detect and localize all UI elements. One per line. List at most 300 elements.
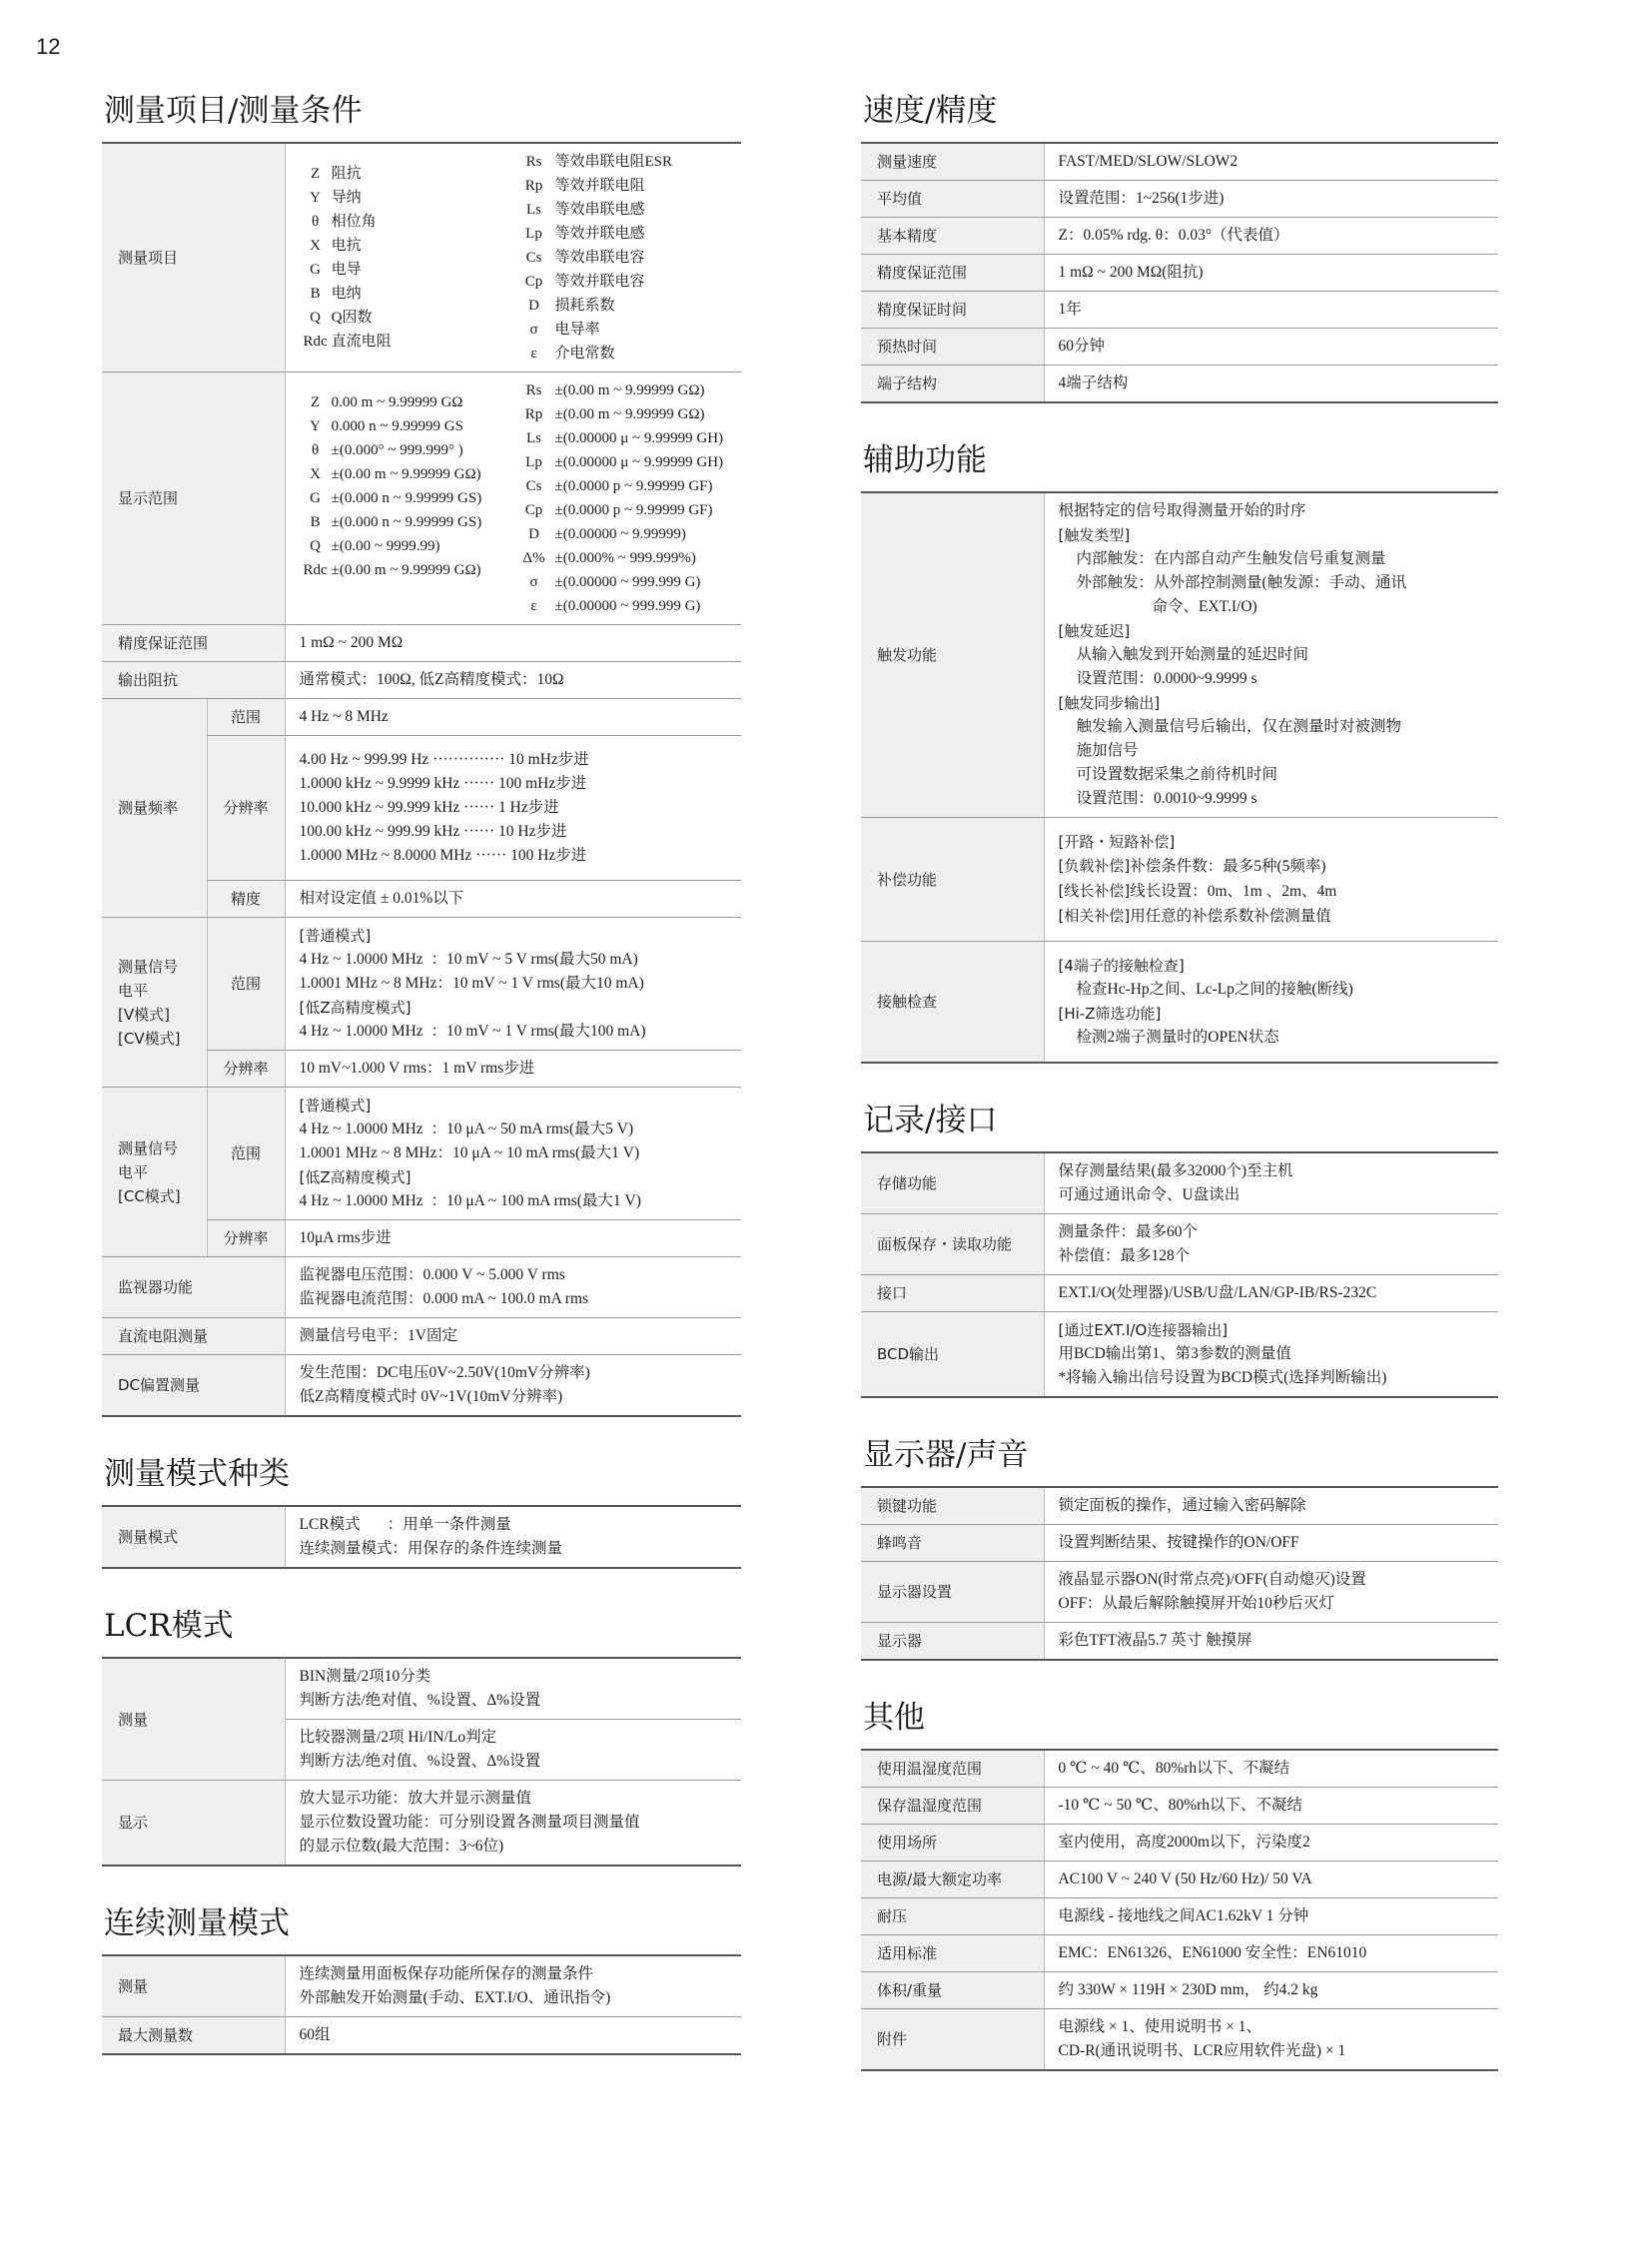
row-value (285, 918, 741, 1051)
item-symbol: Rdc (303, 562, 328, 578)
row-label (102, 1088, 207, 1257)
row-value (1044, 942, 1498, 1064)
label-line: 电平 (118, 981, 149, 1000)
value-line: 4 Hz ~ 1.0000 MHz ：10 mV ~ 5 V rms(最大50 mA) (299, 951, 638, 968)
table-row (861, 1935, 1498, 1972)
section-title: 测量模式种类 (104, 1456, 290, 1492)
list-item (302, 162, 511, 186)
item-text: ±(0.000 n ~ 9.99999 GS) (331, 490, 482, 506)
table-row (861, 1214, 1498, 1275)
table-row (861, 1898, 1498, 1935)
table-row (102, 1658, 741, 1720)
item-symbol: Rdc (303, 334, 328, 350)
range-right-list (515, 378, 728, 618)
row-value (285, 1781, 741, 1867)
item-symbol: B (310, 286, 321, 302)
label-line: 电平 (118, 1162, 149, 1181)
row-label: 耐压 (861, 1898, 1044, 1935)
item-symbol: Y (310, 418, 321, 434)
row-value: 60组 (285, 2017, 741, 2055)
table-row (861, 1788, 1498, 1825)
speed-accuracy-table (861, 142, 1498, 403)
table-row (861, 942, 1498, 1064)
value-line: 用BCD输出第1、第3参数的测量值 (1058, 1345, 1291, 1362)
value-line: 外部触发：从外部控制测量(触发源：手动、通讯 (1076, 574, 1407, 591)
row-label: 使用场所 (861, 1825, 1044, 1862)
value-line: 设置范围：0.0010~9.9999 s (1076, 790, 1257, 807)
item-symbol: Lp (525, 454, 542, 470)
row-value: Z：0.05% rdg. θ：0.03°（代表值） (1044, 218, 1498, 255)
item-text: Q因数 (331, 310, 373, 326)
item-symbol: G (310, 490, 321, 506)
row-value: 4 Hz ~ 8 MHz (285, 699, 741, 736)
table-row (861, 366, 1498, 403)
value-line: 内部触发：在内部自动产生触发信号重复测量 (1076, 550, 1386, 567)
row-label: DC偏置测量 (102, 1355, 285, 1417)
aux-functions-table (861, 491, 1498, 1064)
section-title: 速度/精度 (863, 93, 998, 129)
row-value (285, 143, 741, 373)
row-label: 测量频率 (102, 699, 207, 918)
row-label: 存储功能 (861, 1152, 1044, 1214)
table-row (861, 143, 1498, 181)
value-line: 设置范围：0.0000~9.9999 s (1076, 670, 1257, 687)
row-value: FAST/MED/SLOW/SLOW2 (1044, 143, 1498, 181)
table-row (861, 1152, 1498, 1214)
row-label: 接口 (861, 1275, 1044, 1312)
row-label: 平均值 (861, 181, 1044, 218)
list-item (515, 318, 728, 342)
row-value: EXT.I/O(处理器)/USB/U盘/LAN/GP-IB/RS-232C (1044, 1275, 1498, 1312)
item-text: ±(0.00 ~ 9999.99) (331, 538, 440, 554)
row-label: 基本精度 (861, 218, 1044, 255)
table-row (861, 1862, 1498, 1898)
table-row (102, 662, 741, 699)
row-value (1044, 1935, 1498, 1972)
table-row (102, 143, 741, 373)
item-text: 等效串联电感 (554, 202, 645, 218)
value-text: 线长设置：0m、1m 、2m、4m (1130, 883, 1337, 900)
row-value: 10μA rms步进 (285, 1220, 741, 1257)
value-line: 彩色TFT液晶5.7 英寸 触摸屏 (1058, 1632, 1252, 1649)
row-value: 4端子结构 (1044, 366, 1498, 403)
value-line: 1.0000 MHz ~ 8.0000 MHz ······ 100 Hz步进 (299, 847, 587, 864)
row-value (1044, 1862, 1498, 1898)
value-line: 放大显示功能：放大并显示测量值 (299, 1790, 532, 1807)
value-line: 设置判断结果、按键操作的ON/OFF (1058, 1534, 1299, 1551)
item-symbol: Ls (526, 202, 541, 218)
row-label: 显示范围 (102, 373, 285, 625)
item-text: 导纳 (331, 190, 362, 206)
row-value: 通常模式：100Ω, 低Z高精度模式：10Ω (285, 662, 741, 699)
list-item (515, 246, 728, 270)
item-text: 等效并联电阻 (554, 178, 645, 194)
row-label: 测量模式 (102, 1506, 285, 1568)
item-text: ±(0.00 m ~ 9.99999 GΩ) (554, 406, 705, 422)
left-column (102, 90, 741, 2091)
value-heading: [普通模式] (299, 1097, 372, 1115)
items-left-list (302, 162, 511, 354)
row-label: 精度保证范围 (861, 255, 1044, 292)
value-line: 检测2端子测量时的OPEN状态 (1076, 1029, 1279, 1046)
value-heading: [4端子的接触检查] (1058, 957, 1185, 975)
value-heading: [普通模式] (299, 927, 372, 945)
value-line: 命令、EXT.I/O) (1152, 598, 1257, 615)
speed-accuracy-section (861, 90, 1498, 403)
item-text: ±(0.00000 ~ 999.999 G) (554, 598, 701, 614)
sub-label: 范围 (207, 699, 285, 736)
label-line: [V模式] (118, 1005, 170, 1024)
item-symbol: Rs (525, 154, 542, 170)
item-symbol: ε (530, 346, 537, 362)
table-row (102, 625, 741, 662)
row-value (285, 1506, 741, 1568)
section-title: 测量项目/测量条件 (104, 93, 363, 129)
list-item (515, 570, 728, 594)
value-heading: [Hi-Z筛选功能] (1058, 1005, 1162, 1023)
value-heading: [开路・短路补偿] (1058, 833, 1176, 851)
mode-types-section (102, 1453, 741, 1569)
item-symbol: Lp (525, 226, 542, 242)
table-row (102, 1088, 741, 1220)
item-text: ±(0.000% ~ 999.999%) (554, 550, 696, 566)
value-heading: [触发类型] (1058, 526, 1131, 544)
list-item (515, 294, 728, 318)
sub-label: 分辨率 (207, 736, 285, 881)
table-row (102, 1506, 741, 1568)
list-item (302, 558, 511, 582)
item-symbol: ε (530, 598, 537, 614)
value-line (1059, 904, 1487, 929)
section-title: 辅助功能 (863, 442, 987, 478)
value-tag: [负载补偿] (1058, 857, 1131, 875)
item-text: 电导率 (554, 322, 600, 338)
value-tag: [线长补偿] (1058, 882, 1131, 900)
item-text: ±(0.00000 ~ 9.99999) (554, 526, 686, 542)
value-line: 10.000 kHz ~ 99.999 kHz ······ 1 Hz步进 (299, 799, 559, 816)
value-line: 测量条件：最多60个 (1058, 1223, 1199, 1240)
continuous-mode-table (102, 1954, 741, 2055)
measurement-items-section (102, 90, 741, 1417)
table-row (861, 1562, 1498, 1623)
row-label: 保存温湿度范围 (861, 1788, 1044, 1825)
value-line: 检查Hc-Hp之间、Lc-Lp之间的接触(断线) (1076, 981, 1353, 998)
row-label: 精度保证时间 (861, 292, 1044, 329)
item-symbol: Rs (525, 382, 542, 398)
row-value: 相对设定值 ± 0.01%以下 (285, 881, 741, 918)
row-value (285, 736, 741, 881)
list-item (302, 306, 511, 330)
value-line: 发生范围：DC电压0V~2.50V(10mV分辨率) (299, 1364, 590, 1381)
section-title: 连续测量模式 (104, 1905, 290, 1941)
record-interface-section (861, 1100, 1498, 1398)
row-value (1044, 1788, 1498, 1825)
measurement-items-table (102, 142, 741, 1417)
value-heading: [低Z高精度模式] (299, 999, 412, 1017)
label-line: [CV模式] (118, 1029, 181, 1048)
row-label: 显示器 (861, 1623, 1044, 1661)
item-text: ±(0.00 m ~ 9.99999 GΩ) (554, 382, 705, 398)
item-symbol: Z (311, 394, 321, 410)
table-row (861, 1312, 1498, 1398)
row-value (1044, 492, 1498, 818)
item-symbol: Cp (524, 274, 543, 290)
continuous-mode-section (102, 1902, 741, 2055)
item-text: 电纳 (331, 286, 362, 302)
table-row (861, 1487, 1498, 1525)
list-item (515, 342, 728, 366)
value-line: 4 Hz ~ 1.0000 MHz ：10 μA ~ 100 mA rms(最大1 V) (299, 1192, 641, 1209)
item-symbol: σ (529, 574, 538, 590)
list-item (515, 498, 728, 522)
list-item (515, 594, 728, 618)
value-line: OFF：从最后解除触摸屏开始10秒后灭灯 (1058, 1595, 1334, 1612)
list-item (515, 222, 728, 246)
row-label: 适用标准 (861, 1935, 1044, 1972)
row-label: 接触检查 (861, 942, 1044, 1064)
list-item (302, 282, 511, 306)
table-row (861, 818, 1498, 942)
section-title: 记录/接口 (863, 1103, 998, 1138)
value-line: 连续测量用面板保存功能所保存的测量条件 (299, 1965, 594, 1982)
row-value (1044, 1312, 1498, 1398)
item-symbol: B (310, 514, 321, 530)
table-row (861, 492, 1498, 818)
value-text: 补偿条件数：最多5种(5频率) (1130, 858, 1326, 875)
value-line: BIN测量/2项10分类 (299, 1668, 431, 1685)
item-text: 等效串联电阻ESR (554, 154, 673, 170)
sub-label: 范围 (207, 1088, 285, 1220)
row-value: 10 mV~1.000 V rms：1 mV rms步进 (285, 1051, 741, 1088)
item-text: ±(0.00000 μ ~ 9.99999 GH) (554, 430, 724, 446)
list-item (302, 390, 511, 414)
row-label: 测量 (102, 1658, 285, 1781)
item-symbol: Δ% (522, 550, 545, 566)
value-line: 电源线 - 接地线之间AC1.62kV 1 分钟 (1058, 1907, 1309, 1924)
row-label: 体积/重量 (861, 1972, 1044, 2009)
right-column (861, 90, 1498, 2107)
row-label: 电源/最大额定功率 (861, 1862, 1044, 1898)
section-title: 其他 (863, 1700, 925, 1736)
item-text: 损耗系数 (554, 298, 615, 314)
list-item (515, 198, 728, 222)
value-text: 用任意的补偿系数补偿测量值 (1130, 908, 1331, 925)
item-symbol: Ls (526, 430, 541, 446)
row-label: 测量 (102, 1955, 285, 2017)
lcr-mode-section (102, 1605, 741, 1867)
table-row (861, 1972, 1498, 2009)
value-line: 保存测量结果(最多32000个)至主机 (1058, 1162, 1293, 1179)
row-value (1044, 1972, 1498, 2009)
table-row (102, 1318, 741, 1355)
value-line: EMC：EN61326、EN61000 安全性：EN61010 (1058, 1944, 1367, 1961)
table-row (102, 1955, 741, 2017)
row-label: 附件 (861, 2009, 1044, 2071)
value-line: 补偿值：最多128个 (1058, 1247, 1191, 1264)
item-symbol: Rp (524, 178, 543, 194)
value-line: 可设置数据采集之前待机时间 (1076, 766, 1278, 783)
display-sound-table (861, 1486, 1498, 1661)
row-label: BCD输出 (861, 1312, 1044, 1398)
row-label: 最大测量数 (102, 2017, 285, 2055)
table-row (861, 1623, 1498, 1661)
item-text: ±(0.0000 p ~ 9.99999 GF) (554, 478, 713, 494)
value-line: LCR模式 ：用单一条件测量 (299, 1516, 511, 1533)
list-item (515, 270, 728, 294)
item-symbol: Cs (525, 478, 542, 494)
other-table (861, 1749, 1498, 2071)
value-line: 可通过通讯命令、U盘读出 (1058, 1186, 1240, 1203)
value-line: 外部触发开始测量(手动、EXT.I/O、通讯指令) (299, 1989, 611, 2006)
value-line: 连续测量模式：用保存的条件连续测量 (299, 1540, 563, 1557)
list-item (515, 378, 728, 402)
row-label: 监视器功能 (102, 1257, 285, 1318)
value-line: 监视器电流范围：0.000 mA ~ 100.0 mA rms (299, 1290, 589, 1307)
item-symbol: Rp (524, 406, 543, 422)
item-symbol: Cp (524, 502, 543, 518)
item-symbol: Q (310, 310, 321, 326)
row-value (1044, 818, 1498, 942)
item-symbol: σ (529, 322, 538, 338)
lcr-mode-table (102, 1657, 741, 1867)
table-row (861, 1275, 1498, 1312)
item-text: 介电常数 (554, 346, 615, 362)
value-line: 液晶显示器ON(时常点亮)/OFF(自动熄灭)设置 (1058, 1571, 1366, 1588)
item-text: 电抗 (331, 238, 362, 254)
list-item (515, 522, 728, 546)
row-value (1044, 1623, 1498, 1661)
item-text: 0.00 m ~ 9.99999 GΩ (331, 394, 463, 410)
row-value (1044, 2009, 1498, 2071)
item-symbol: D (528, 298, 539, 314)
row-label: 蜂鸣音 (861, 1525, 1044, 1562)
list-item (302, 462, 511, 486)
value-line: 室内使用，高度2000m以下，污染度2 (1058, 1834, 1310, 1851)
row-label: 补偿功能 (861, 818, 1044, 942)
items-right-list (515, 150, 728, 366)
value-line: 从输入触发到开始测量的延迟时间 (1076, 646, 1309, 663)
row-value (285, 1955, 741, 2017)
value-line: 100.00 kHz ~ 999.99 kHz ······ 10 Hz步进 (299, 823, 567, 840)
value-line: 触发输入测量信号后输出，仅在测量时对被测物 (1076, 718, 1402, 735)
value-line: 判断方法/绝对值、%设置、Δ%设置 (299, 1692, 541, 1709)
page-number: 12 (36, 34, 61, 59)
value-line: 4 Hz ~ 1.0000 MHz ：10 μA ~ 50 mA rms(最大5 V) (299, 1121, 634, 1137)
row-value (285, 1355, 741, 1417)
value-line: 低Z高精度模式时 0V~1V(10mV分辨率) (299, 1388, 563, 1405)
value-line: 监视器电压范围：0.000 V ~ 5.000 V rms (299, 1266, 565, 1283)
item-symbol: Q (310, 538, 321, 554)
section-title: LCR模式 (104, 1608, 234, 1644)
list-item (515, 174, 728, 198)
value-line: AC100 V ~ 240 V (50 Hz/60 Hz)/ 50 VA (1058, 1870, 1312, 1887)
list-item (302, 510, 511, 534)
list-item (515, 150, 728, 174)
value-line: *将输入输出信号设置为BCD模式(选择判断输出) (1058, 1369, 1387, 1386)
value-tag: [相关补偿] (1058, 907, 1131, 925)
item-text: 阻抗 (331, 166, 362, 182)
row-value (1044, 1825, 1498, 1862)
item-symbol: Z (311, 166, 321, 182)
item-symbol: θ (311, 214, 320, 230)
table-row (861, 255, 1498, 292)
table-row (102, 1355, 741, 1417)
value-line: 4.00 Hz ~ 999.99 Hz ·············· 10 mHz步进 (299, 751, 589, 768)
row-value: 1年 (1044, 292, 1498, 329)
row-label: 触发功能 (861, 492, 1044, 818)
range-left-list (302, 390, 511, 582)
list-item (302, 330, 511, 354)
row-value (1044, 1750, 1498, 1788)
item-text: 等效并联电容 (554, 274, 645, 290)
row-value (285, 1088, 741, 1220)
value-line: 1.0000 kHz ~ 9.9999 kHz ······ 100 mHz步进 (299, 775, 587, 792)
value-line: 1.0001 MHz ~ 8 MHz：10 mV ~ 1 V rms(最大10 mA) (299, 975, 644, 992)
sub-label: 分辨率 (207, 1051, 285, 1088)
sub-label: 分辨率 (207, 1220, 285, 1257)
table-row (861, 292, 1498, 329)
item-text: 电导 (331, 262, 362, 278)
item-symbol: G (310, 262, 321, 278)
row-label: 精度保证范围 (102, 625, 285, 662)
row-value (1044, 1525, 1498, 1562)
value-heading: [低Z高精度模式] (299, 1168, 412, 1186)
item-text: ±(0.00 m ~ 9.99999 GΩ) (331, 466, 481, 482)
list-item (302, 234, 511, 258)
list-item (302, 186, 511, 210)
value-heading: [触发同步输出] (1058, 694, 1161, 712)
item-text: 直流电阻 (331, 334, 392, 350)
value-heading: [触发延迟] (1058, 622, 1131, 640)
row-value (285, 1658, 741, 1720)
row-value (285, 373, 741, 625)
value-line (1059, 854, 1487, 879)
list-item (515, 450, 728, 474)
value-line: 1.0001 MHz ~ 8 MHz：10 μA ~ 10 mA rms(最大1 V) (299, 1144, 640, 1161)
row-value (1044, 1487, 1498, 1525)
row-value (1044, 1562, 1498, 1623)
value-line: 比较器测量/2项 Hi/IN/Lo判定 (299, 1729, 497, 1746)
row-value: 1 mΩ ~ 200 MΩ (285, 625, 741, 662)
table-row (102, 1781, 741, 1867)
table-row (861, 181, 1498, 218)
table-row (861, 1825, 1498, 1862)
item-symbol: D (528, 526, 539, 542)
label-line: [CC模式] (118, 1186, 181, 1205)
item-symbol: Y (310, 190, 321, 206)
row-value: 设置范围：1~256(1步进) (1044, 181, 1498, 218)
item-text: 等效并联电感 (554, 226, 645, 242)
list-item (302, 210, 511, 234)
other-section (861, 1697, 1498, 2071)
row-value: 测量信号电平：1V固定 (285, 1318, 741, 1355)
row-value (285, 1720, 741, 1781)
table-row (861, 2009, 1498, 2071)
item-text: ±(0.000° ~ 999.999° ) (331, 442, 463, 458)
item-text: 相位角 (331, 214, 377, 230)
sub-label: 精度 (207, 881, 285, 918)
row-label: 测量项目 (102, 143, 285, 373)
item-text: ±(0.00000 ~ 999.999 G) (554, 574, 701, 590)
table-row (861, 1750, 1498, 1788)
value-line: -10 ℃ ~ 50 ℃、80%rh以下、不凝结 (1058, 1797, 1303, 1814)
row-label: 使用温湿度范围 (861, 1750, 1044, 1788)
row-value (285, 1257, 741, 1318)
item-symbol: X (310, 238, 321, 254)
table-row (861, 329, 1498, 366)
value-line: 4 Hz ~ 1.0000 MHz ：10 mV ~ 1 V rms(最大100 mA) (299, 1023, 646, 1040)
item-text: 0.000 n ~ 9.99999 GS (331, 418, 463, 434)
